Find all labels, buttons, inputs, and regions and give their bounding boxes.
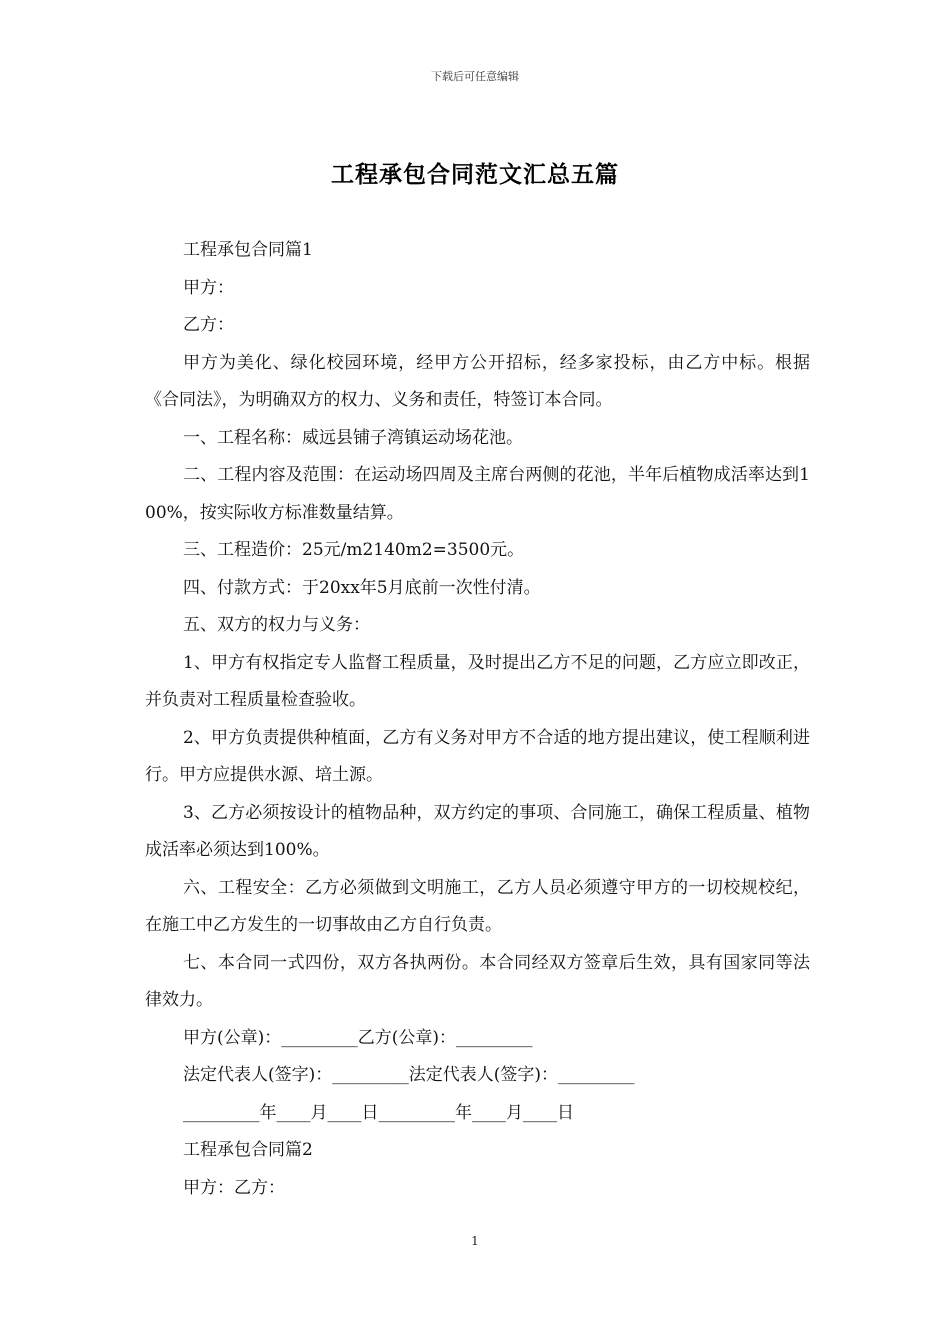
signature-date-line: _________年____月____日_________年____月____日 <box>183 1102 574 1123</box>
document-title: 工程承包合同范文汇总五篇 <box>331 161 619 188</box>
clause-rights-heading: 五、双方的权力与义务： <box>183 615 370 635</box>
party-a-line: 甲方： <box>183 277 234 298</box>
signature-seal-line: 甲方(公章)：_________乙方(公章)：_________ <box>183 1027 533 1048</box>
clause-rights-1: 1、甲方有权指定专人监督工程质量，及时提出乙方不足的问题，乙方应立即改正，并负责对工程质量检查验收。 <box>145 652 810 710</box>
party-b-line: 乙方： <box>183 315 234 335</box>
parties-line-2: 甲方：乙方： <box>183 1177 285 1198</box>
clause-rights-2: 2、甲方负责提供种植面，乙方有义务对甲方不合适的地方提出建议，使工程顺利进行。甲方应提供水源、培土源。 <box>145 727 810 785</box>
intro-paragraph: 甲方为美化、绿化校园环境，经甲方公开招标，经多家投标，由乙方中标。根据《合同法》，为明确双方的权力、义务和责任，特签订本合同。 <box>145 352 810 410</box>
document-body <box>145 232 810 1207</box>
clause-payment: 四、付款方式：于20xx年5月底前一次性付清。 <box>183 577 541 598</box>
clause-project-name: 一、工程名称：威远县铺子湾镇运动场花池。 <box>183 427 523 448</box>
clause-rights-3: 3、乙方必须按设计的植物品种，双方约定的事项、合同施工，确保工程质量、植物成活率必须达到100%。 <box>145 802 810 860</box>
page-number: 1 <box>471 1234 479 1248</box>
clause-project-scope: 二、工程内容及范围：在运动场四周及主席台两侧的花池，半年后植物成活率达到100%，按实际收方标准数量结算。 <box>145 465 810 523</box>
clause-safety: 六、工程安全：乙方必须做到文明施工，乙方人员必须遵守甲方的一切校规校纪，在施工中乙方发生的一切事故由乙方自行负责。 <box>145 877 810 935</box>
signature-representative-line: 法定代表人(签字)：_________法定代表人(签字)：_________ <box>183 1065 635 1085</box>
section-heading-2: 工程承包合同篇2 <box>183 1140 313 1160</box>
clause-copies: 七、本合同一式四份，双方各执两份。本合同经双方签章后生效，具有国家同等法律效力。 <box>145 952 810 1010</box>
section-heading-1: 工程承包合同篇1 <box>183 240 313 260</box>
clause-project-cost: 三、工程造价：25元/m2140m2=3500元。 <box>183 540 525 560</box>
header-note: 下载后可任意编辑 <box>431 70 519 83</box>
